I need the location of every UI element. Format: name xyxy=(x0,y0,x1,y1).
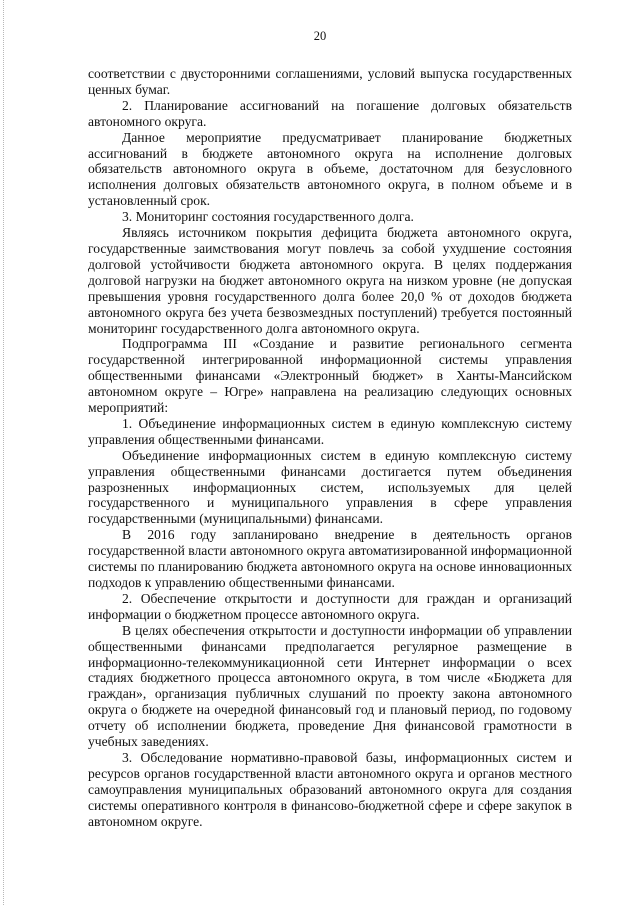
binding-edge xyxy=(3,0,4,905)
paragraph: Являясь источником покрытия дефицита бюджета автономного округа, государственные заимствования могут повлечь за собой ухудшение состояния долговой устойчивости бюджета автономного округа. В целях поддержания долговой нагрузки на бюджет автономного округа на низком уровне (не допуская превышения уровня государственного долга более 20,0 % от доходов бюджета автономного округа без учета безвозмездных поступлений) требуется постоянный мониторинг государственного долга автономного округа. xyxy=(88,225,572,336)
paragraph-measure-3-heading: 3. Обследование нормативно-правовой базы, информационных систем и ресурсов органов государственной власти автономного округа и органов местного самоуправления муниципальных образований автономного округа для создания системы оперативного контроля в финансово-бюджетной сфере и сфере закупок в автономном округе. xyxy=(88,749,572,829)
paragraph-measure-1-heading: 1. Объединение информационных систем в единую комплексную систему управления общественными финансами. xyxy=(88,415,572,447)
paragraph: Данное мероприятие предусматривает планирование бюджетных ассигнований в бюджете автономного округа на исполнение долговых обязательств автономного округа в объеме, достаточном для безусловного исполнения долговых обязательств автономного округа, в полном объеме и в установленный срок. xyxy=(88,129,572,209)
page-number: 20 xyxy=(313,29,327,43)
paragraph-item-2-heading: 2. Планирование ассигнований на погашение долговых обязательств автономного округа. xyxy=(88,97,572,129)
paragraph-continuation: соответствии с двусторонними соглашениями, условий выпуска государственных ценных бумаг. xyxy=(88,66,572,97)
paragraph: Объединение информационных систем в единую комплексную систему управления общественными финансами достигается путем объединения разрозненных информационных систем, используемых для целей государственного и муниципального управления в сфере управления государственными (муниципальными) финансами. xyxy=(88,447,572,527)
paragraph-item-3-heading: 3. Мониторинг состояния государственного долга. xyxy=(122,209,414,225)
paragraph-measure-2-heading: 2. Обеспечение открытости и доступности для граждан и организаций информации о бюджетном процессе автономного округа. xyxy=(88,590,572,622)
paragraph: В целях обеспечения открытости и доступности информации об управлении общественными финансами предполагается регулярное размещение в информационно-телекоммуникационной сети Интернет информации о всех стадиях бюджетного процесса автономного округа, в том числе «Бюджета для граждан», организация публичных слушаний по проекту закона автономного округа о бюджете на очередной финансовый год и плановый период, по годовому отчету об исполнении бюджета, проведение Дня финансовой грамотности в учебных заведениях. xyxy=(88,622,572,750)
paragraph: В 2016 году запланировано внедрение в деятельность органов государственной власти автономного округа автоматизированной информационной системы по планированию бюджета автономного округа на основе инновационных подходов к управлению общественными финансами. xyxy=(88,527,573,590)
body-text xyxy=(88,66,572,830)
paragraph-subprogram-intro: Подпрограмма III «Создание и развитие регионального сегмента государственной интегрированной информационной системы управления общественными финансами «Электронный бюджет» в Ханты-Мансийском автономном округе – Югре» направлена на реализацию следующих основных мероприятий: xyxy=(88,336,572,416)
